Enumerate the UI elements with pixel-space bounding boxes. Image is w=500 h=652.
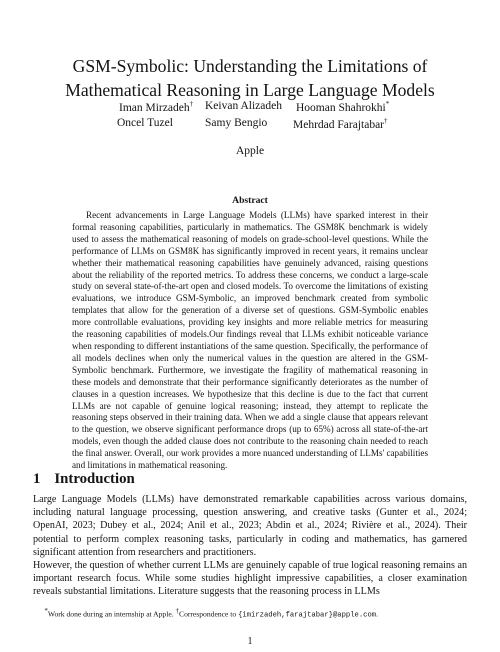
section-heading: [33, 471, 135, 488]
author-name: Samy Bengio: [205, 117, 268, 129]
abstract-text: Recent advancements in Large Language Models (LLMs) have sparked interest in their formal reasoning capabilities, particularly in mathematics. The GSM8K benchmark is widely used to assess the mathematical reasoning of models on grade-school-level questions. While the performance of LLMs on GSM8K has significantly improved in recent years, it remains unclear whether their mathematical reasoning capabilities have genuinely advanced, raising questions about the reliability of the reported metrics. To address these concerns, we conduct a large-scale study on several state-of-the-art open and closed models. To overcome the limitations of existing evaluations, we introduce GSM-Symbolic, an improved benchmark created from symbolic templates that allow for the generation of a diverse set of questions. GSM-Symbolic enables more controllable evaluations, providing key insights and more reliable metrics for measuring the reasoning capabilities of models.Our findings reveal that LLMs exhibit noticeable variance when responding to different instantiations of the same question. Specifically, the performance of all models declines when only the numerical values in the question are altered in the GSM-Symbolic benchmark. Furthermore, we investigate the fragility of mathematical reasoning in these models and demonstrate that their performance significantly deteriorates as the number of clauses in a question increases. We hypothesize that this decline is due to the fact that current LLMs are not capable of genuine logical reasoning; instead, they attempt to replicate the reasoning steps observed in their training data. When we add a single clause that appears relevant to the question, we observe significant performance drops (up to 65%) across all state-of-the-art models, even though the added clause does not contribute to the reasoning chain needed to reach the final answer. Overall, our work provides a more nuanced understanding of LLMs' capabilities and limitations in mathematical reasoning.: [72, 210, 428, 471]
page-number: 1: [247, 636, 253, 647]
abstract-heading: Abstract: [232, 195, 268, 206]
author-name: Mehrdad Farajtabar†: [293, 117, 388, 131]
footnote: *Work done during an internship at Apple. †Correspondence to {imirzadeh,farajtabar}@apple.com.: [44, 607, 379, 620]
section-number: 1: [33, 471, 41, 487]
footnote-email: {imirzadeh,farajtabar}@apple.com: [238, 611, 377, 620]
author-name: Iman Mirzadeh†: [119, 100, 194, 114]
author-name: Hooman Shahrokhi*: [296, 100, 390, 114]
body-text: [33, 493, 467, 599]
author-name: Keivan Alizadeh: [205, 100, 282, 112]
paragraph: Large Language Models (LLMs) have demonstrated remarkable capabilities across various domains, including natural language processing, question answering, and creative tasks (Gunter et al., 2024; OpenAI, 2023; Dubey et al., 2024; Anil et al., 2023; Abdin et al., 2024; Rivière et al., 2024). Their potential to perform complex reasoning tasks, particularly in coding and mathematics, has garnered significant attention from researchers and practitioners.: [33, 494, 467, 558]
paper-title: GSM-Symbolic: Understanding the Limitations of Mathematical Reasoning in Large Language Models: [65, 55, 435, 100]
section-title: Introduction: [54, 471, 135, 487]
paragraph: However, the question of whether current LLMs are genuinely capable of true logical reasoning remains an important research focus. While some studies highlight impressive capabilities, a closer examination reveals substantial limitations. Literature suggests that the reasoning process in LLMs: [33, 560, 467, 598]
author-name: Oncel Tuzel: [117, 117, 173, 129]
affiliation: Apple: [235, 145, 265, 157]
